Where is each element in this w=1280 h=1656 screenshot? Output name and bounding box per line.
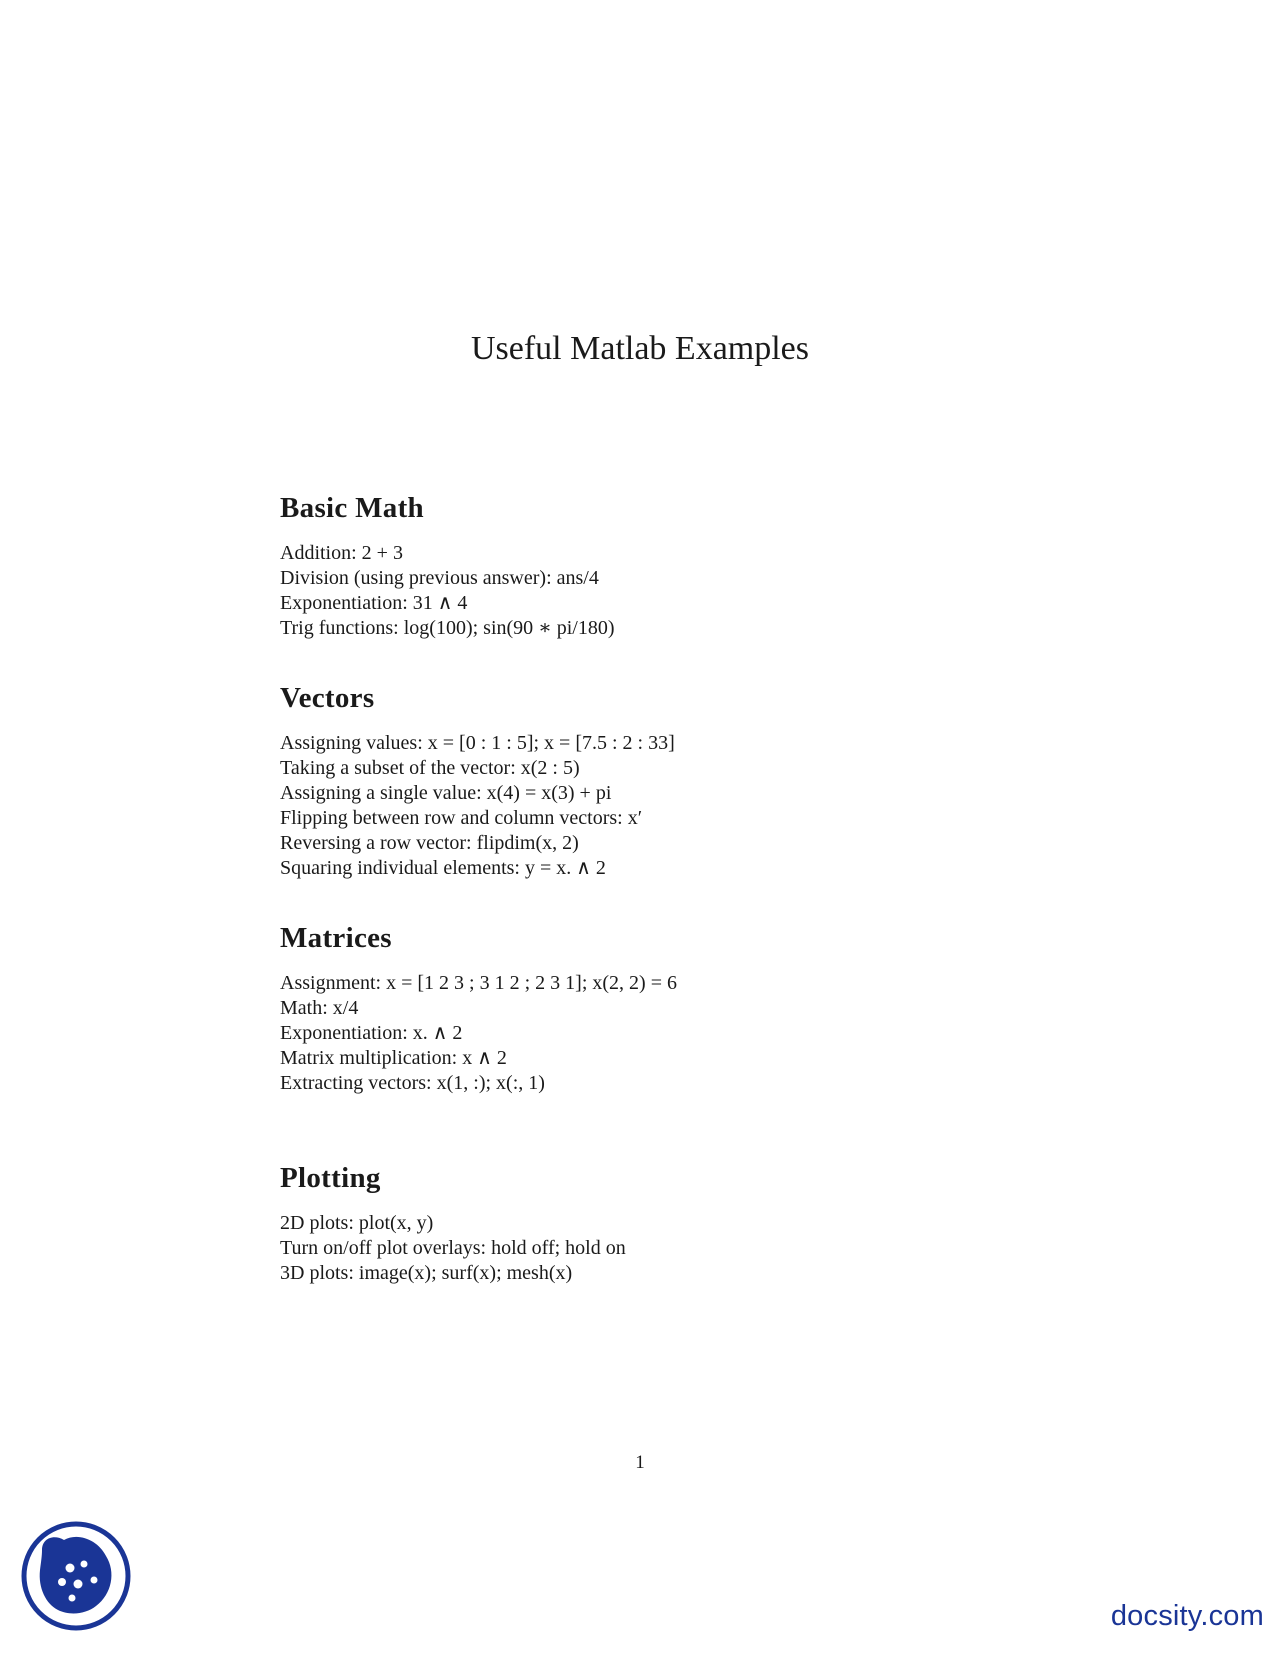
docsity-brand-link[interactable]: docsity.com — [1110, 1600, 1264, 1632]
text-line: Flipping between row and column vectors: x′ — [280, 807, 643, 829]
section-plotting — [280, 1164, 1040, 1286]
section-heading: Matrices — [280, 922, 392, 954]
text-line: Extracting vectors: x(1, :); x(:, 1) — [280, 1072, 545, 1094]
section-vectors — [280, 684, 1040, 881]
text-line: Assignment: x = [1 2 3 ; 3 1 2 ; 2 3 1]; x(2, 2) = 6 — [280, 972, 677, 994]
text-line: Division (using previous answer): ans/4 — [280, 567, 599, 589]
text-line: Taking a subset of the vector: x(2 : 5) — [280, 757, 580, 779]
text-line: 2D plots: plot(x, y) — [280, 1212, 434, 1234]
text-line: Matrix multiplication: x ∧ 2 — [280, 1047, 507, 1069]
docsity-logo-icon[interactable] — [20, 1520, 132, 1632]
document-title: Useful Matlab Examples — [470, 330, 810, 367]
section-heading: Vectors — [280, 682, 375, 714]
text-line: Exponentiation: x. ∧ 2 — [280, 1022, 463, 1044]
section-heading: Plotting — [280, 1162, 381, 1194]
text-line: Assigning values: x = [0 : 1 : 5]; x = [7.5 : 2 : 33] — [280, 732, 675, 754]
text-line: Assigning a single value: x(4) = x(3) + pi — [280, 782, 612, 804]
text-line: Addition: 2 + 3 — [280, 542, 403, 564]
text-line: Turn on/off plot overlays: hold off; hold on — [280, 1237, 626, 1259]
page-number: 1 — [635, 1452, 645, 1473]
text-line: Squaring individual elements: y = x. ∧ 2 — [280, 857, 606, 879]
section-matrices — [280, 924, 1040, 1096]
text-line: Math: x/4 — [280, 997, 359, 1019]
text-line: Reversing a row vector: flipdim(x, 2) — [280, 832, 579, 854]
section-heading: Basic Math — [280, 492, 424, 524]
text-line: 3D plots: image(x); surf(x); mesh(x) — [280, 1262, 573, 1284]
text-line: Trig functions: log(100); sin(90 ∗ pi/180) — [280, 617, 615, 639]
text-line: Exponentiation: 31 ∧ 4 — [280, 592, 468, 614]
section-basic-math — [280, 494, 1040, 641]
